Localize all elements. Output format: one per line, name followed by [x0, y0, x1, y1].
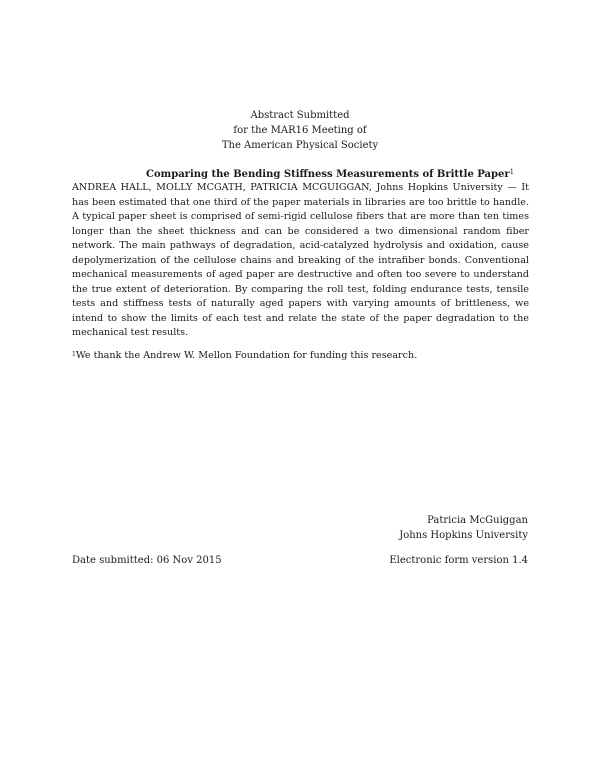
abstract-title-text: Comparing the Bending Stiffness Measurements of Brittle Paper: [146, 169, 510, 180]
form-version: Electronic form version 1.4: [389, 555, 528, 566]
footnote-mark: 1: [72, 351, 76, 358]
header-line-3: The American Physical Society: [221, 140, 379, 151]
footnote-text: We thank the Andrew W. Mellon Foundation for funding this research.: [75, 350, 418, 361]
meeting-header: [0, 108, 600, 153]
abstract-title: [146, 167, 515, 182]
header-line-2: for the MAR16 Meeting of: [233, 125, 367, 136]
date-submitted: Date submitted: 06 Nov 2015: [72, 555, 222, 566]
abstract-text: It has been estimated that one third of the paper materials in libraries are too brittle to handle. A typical paper sheet is comprised of semi-rigid cellulose fibers that are more than ten times longer than the sheet thickness and can be considered a two dimensional random fiber network. The main pathways of degradation, acid-catalyzed hydrolysis and oxidation, cause depolymerization of the cellulose chains and breaking of the intrafiber bonds. Conventional mechanical measurements of aged paper are destructive and often too severe to understand the true extent of deterioration. By comparing the roll test, folding endurance tests, tensile tests and stiffness tests of naturally aged papers with varying amounts of brittleness, we intend to show the limits of each test and relate the state of the paper degradation to the mechanical test results.: [72, 182, 529, 338]
submitter-block: [399, 513, 528, 543]
author-separator: —: [502, 182, 522, 193]
authors: ANDREA HALL, MOLLY MCGATH, PATRICIA MCGUIGGAN, Johns Hopkins University: [72, 182, 503, 193]
submitter-institution: Johns Hopkins University: [399, 530, 528, 541]
title-footnote-mark: 1: [509, 168, 515, 176]
footnote: [72, 349, 529, 363]
abstract-body: [72, 181, 529, 341]
header-line-1: Abstract Submitted: [250, 110, 350, 121]
submitter-name: Patricia McGuiggan: [427, 515, 528, 526]
